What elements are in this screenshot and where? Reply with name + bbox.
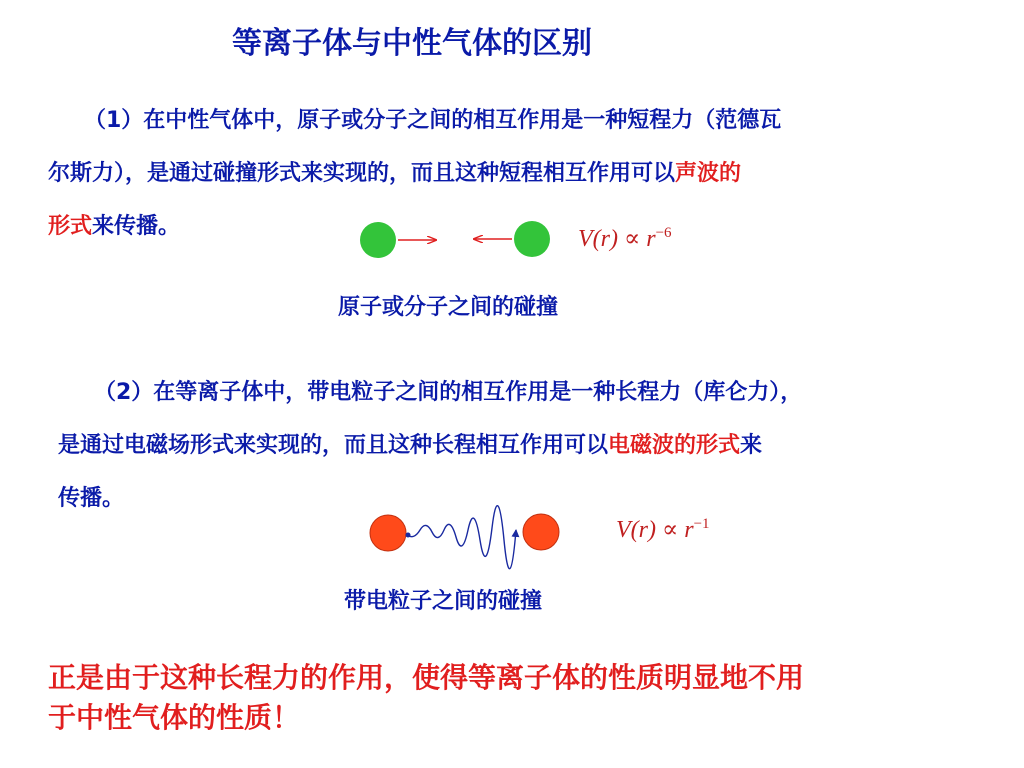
conclusion-line-2: 于中性气体的性质！ xyxy=(48,701,301,734)
plasma-line-3: 传播。 xyxy=(58,486,125,511)
neutral-potential-formula xyxy=(578,224,672,253)
neutral-formula-base: V(r) ∝ r xyxy=(578,226,656,252)
plasma-paragraph xyxy=(58,366,802,525)
sound-wave-emphasis: 声波的 xyxy=(675,161,742,186)
conclusion xyxy=(48,658,804,738)
plasma-line-1: （2）在等离子体中，带电粒子之间的相互作用是一种长程力（库仑力）， xyxy=(94,380,803,405)
wave-start-dot xyxy=(406,533,411,538)
charged-collision-caption: 带电粒子之间的碰撞 xyxy=(344,589,543,614)
slide-title: 等离子体与中性气体的区别 xyxy=(232,26,592,61)
plasma-potential-formula xyxy=(616,515,710,544)
plasma-line-2-text: 是通过电磁场形式来实现的，而且这种长程相互作用可以 xyxy=(58,433,609,458)
neutral-collision-diagram xyxy=(360,221,550,258)
form-emphasis: 形式 xyxy=(48,214,93,239)
neutral-particle-left xyxy=(360,222,396,258)
neutral-line-1: （1）在中性气体中，原子或分子之间的相互作用是一种短程力（范德瓦 xyxy=(84,108,782,133)
conclusion-line-1: 正是由于这种长程力的作用，使得等离子体的性质明显地不用 xyxy=(48,661,805,694)
neutral-particle-right xyxy=(514,221,550,257)
neutral-collision-caption: 原子或分子之间的碰撞 xyxy=(338,295,559,320)
em-wave-emphasis: 电磁波的形式 xyxy=(608,433,741,458)
plasma-line-2 xyxy=(58,419,802,472)
neutral-line-3-text: 来传播。 xyxy=(92,214,181,239)
neutral-formula-exponent: −6 xyxy=(655,225,672,241)
plasma-line-2-tail: 来 xyxy=(740,433,763,458)
plasma-formula-base: V(r) ∝ r xyxy=(616,517,694,543)
neutral-line-2-text: 尔斯力），是通过碰撞形式来实现的，而且这种短程相互作用可以 xyxy=(48,161,676,186)
plasma-formula-exponent: −1 xyxy=(693,516,710,532)
